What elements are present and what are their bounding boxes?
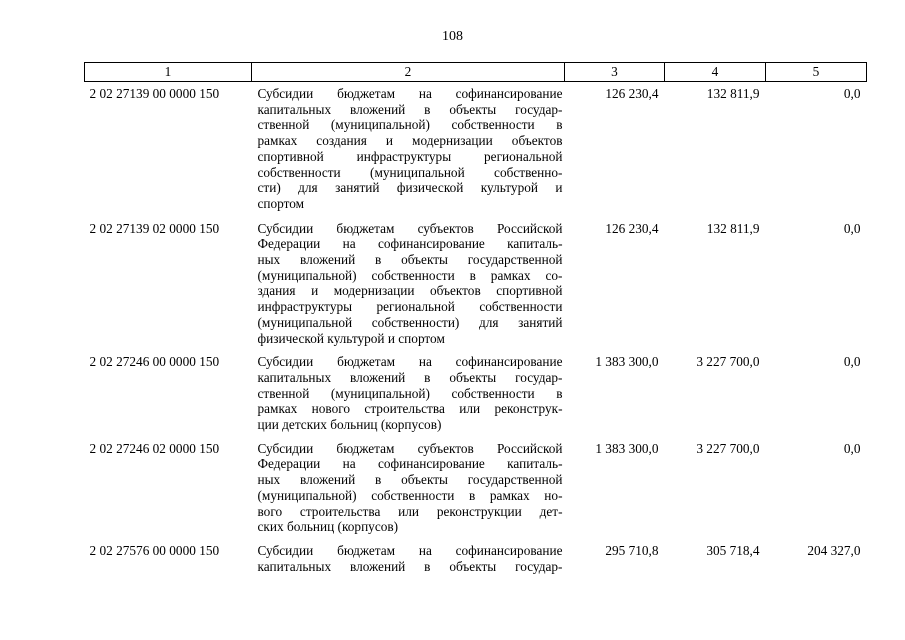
description-line: ных вложений в объекты государственной: [257, 472, 563, 488]
value-2019-cell: 1 383 300,0: [595, 440, 659, 456]
table-row: [85, 535, 867, 574]
value-2019-cell: 1 383 300,0: [595, 354, 659, 370]
description-line: (муниципальной) собственности в рамках но-: [257, 487, 563, 503]
description-line: ных вложений в объекты государственной: [257, 252, 563, 268]
description-line: ции детских больниц (корпусов): [257, 417, 442, 433]
description-line: капитальных вложений в объекты государ-: [257, 369, 563, 385]
value-2019-cell: 295 710,8: [605, 542, 659, 558]
description-line: ских больниц (корпусов): [257, 519, 399, 535]
description-line: инфраструктуры региональной собственности: [257, 299, 563, 315]
value-2021-cell: 0,0: [843, 86, 861, 101]
value-2021-cell: 0,0: [843, 220, 861, 236]
description-line: вого строительства или реконструкции дет-: [257, 503, 563, 519]
description-line: здания и модернизации объектов спортивной: [257, 283, 563, 299]
description-line: сти) для занятий физической культурой и: [257, 180, 563, 196]
description-cell: [252, 535, 565, 574]
column-header-2: 2: [252, 63, 565, 82]
page-number: 108: [442, 29, 463, 44]
description-line: собственности (муниципальной собственно-: [257, 164, 563, 180]
description-line: капитальных вложений в объекты государ-: [257, 101, 563, 117]
description-line: Субсидии бюджетам субъектов Российской: [257, 220, 563, 236]
value-2021-cell: 0,0: [843, 440, 861, 456]
description-line: спортивной инфраструктуры региональной: [257, 148, 563, 164]
description-line: Субсидии бюджетам на софинансирование: [257, 86, 563, 101]
column-header-3: 3: [565, 63, 665, 82]
description-line: спортом: [257, 195, 305, 211]
budget-code-cell: 2 02 27246 02 0000 150: [89, 440, 220, 456]
description-cell: [252, 82, 565, 212]
budget-code-cell: 2 02 27246 00 0000 150: [89, 354, 220, 370]
budget-table: [84, 62, 867, 574]
description-line: капитальных вложений в объекты государ-: [257, 558, 563, 574]
description-cell: [252, 346, 565, 433]
description-cell: [252, 212, 565, 347]
table-row: [85, 212, 867, 347]
description-line: (муниципальной) собственности в рамках со-: [257, 267, 563, 283]
value-2019-cell: 126 230,4: [605, 86, 659, 101]
table-row: [85, 346, 867, 433]
budget-code-cell: 2 02 27139 00 0000 150: [89, 86, 220, 101]
budget-code-cell: 2 02 27139 02 0000 150: [89, 220, 220, 236]
description-line: ственной (муниципальной) собственности в: [257, 385, 563, 401]
value-2021-cell: 0,0: [843, 354, 861, 370]
description-line: Федерации на софинансирование капиталь-: [257, 456, 563, 472]
value-2020-cell: 132 811,9: [706, 86, 760, 101]
description-line: Субсидии бюджетам субъектов Российской: [257, 440, 563, 456]
description-line: рамках создания и модернизации объектов: [257, 133, 563, 149]
column-header-1: 1: [85, 63, 252, 82]
value-2020-cell: 132 811,9: [706, 220, 760, 236]
value-2021-cell: 204 327,0: [807, 542, 861, 558]
table-row: [85, 433, 867, 535]
description-line: Субсидии бюджетам на софинансирование: [257, 542, 563, 558]
description-line: (муниципальной собственности) для занятий: [257, 314, 563, 330]
description-line: Федерации на софинансирование капиталь-: [257, 236, 563, 252]
column-header-4: 4: [665, 63, 766, 82]
value-2020-cell: 3 227 700,0: [696, 354, 760, 370]
description-line: Субсидии бюджетам на софинансирование: [257, 354, 563, 370]
table-row: [85, 82, 867, 212]
column-header-5: 5: [766, 63, 867, 82]
value-2020-cell: 3 227 700,0: [696, 440, 760, 456]
description-cell: [252, 433, 565, 535]
value-2020-cell: 305 718,4: [706, 542, 760, 558]
budget-code-cell: 2 02 27576 00 0000 150: [89, 542, 220, 558]
description-line: рамках нового строительства или реконструк-: [257, 401, 563, 417]
value-2019-cell: 126 230,4: [605, 220, 659, 236]
description-line: ственной (муниципальной) собственности в: [257, 117, 563, 133]
description-line: физической культурой и спортом: [257, 330, 445, 346]
header-row: [85, 63, 867, 82]
